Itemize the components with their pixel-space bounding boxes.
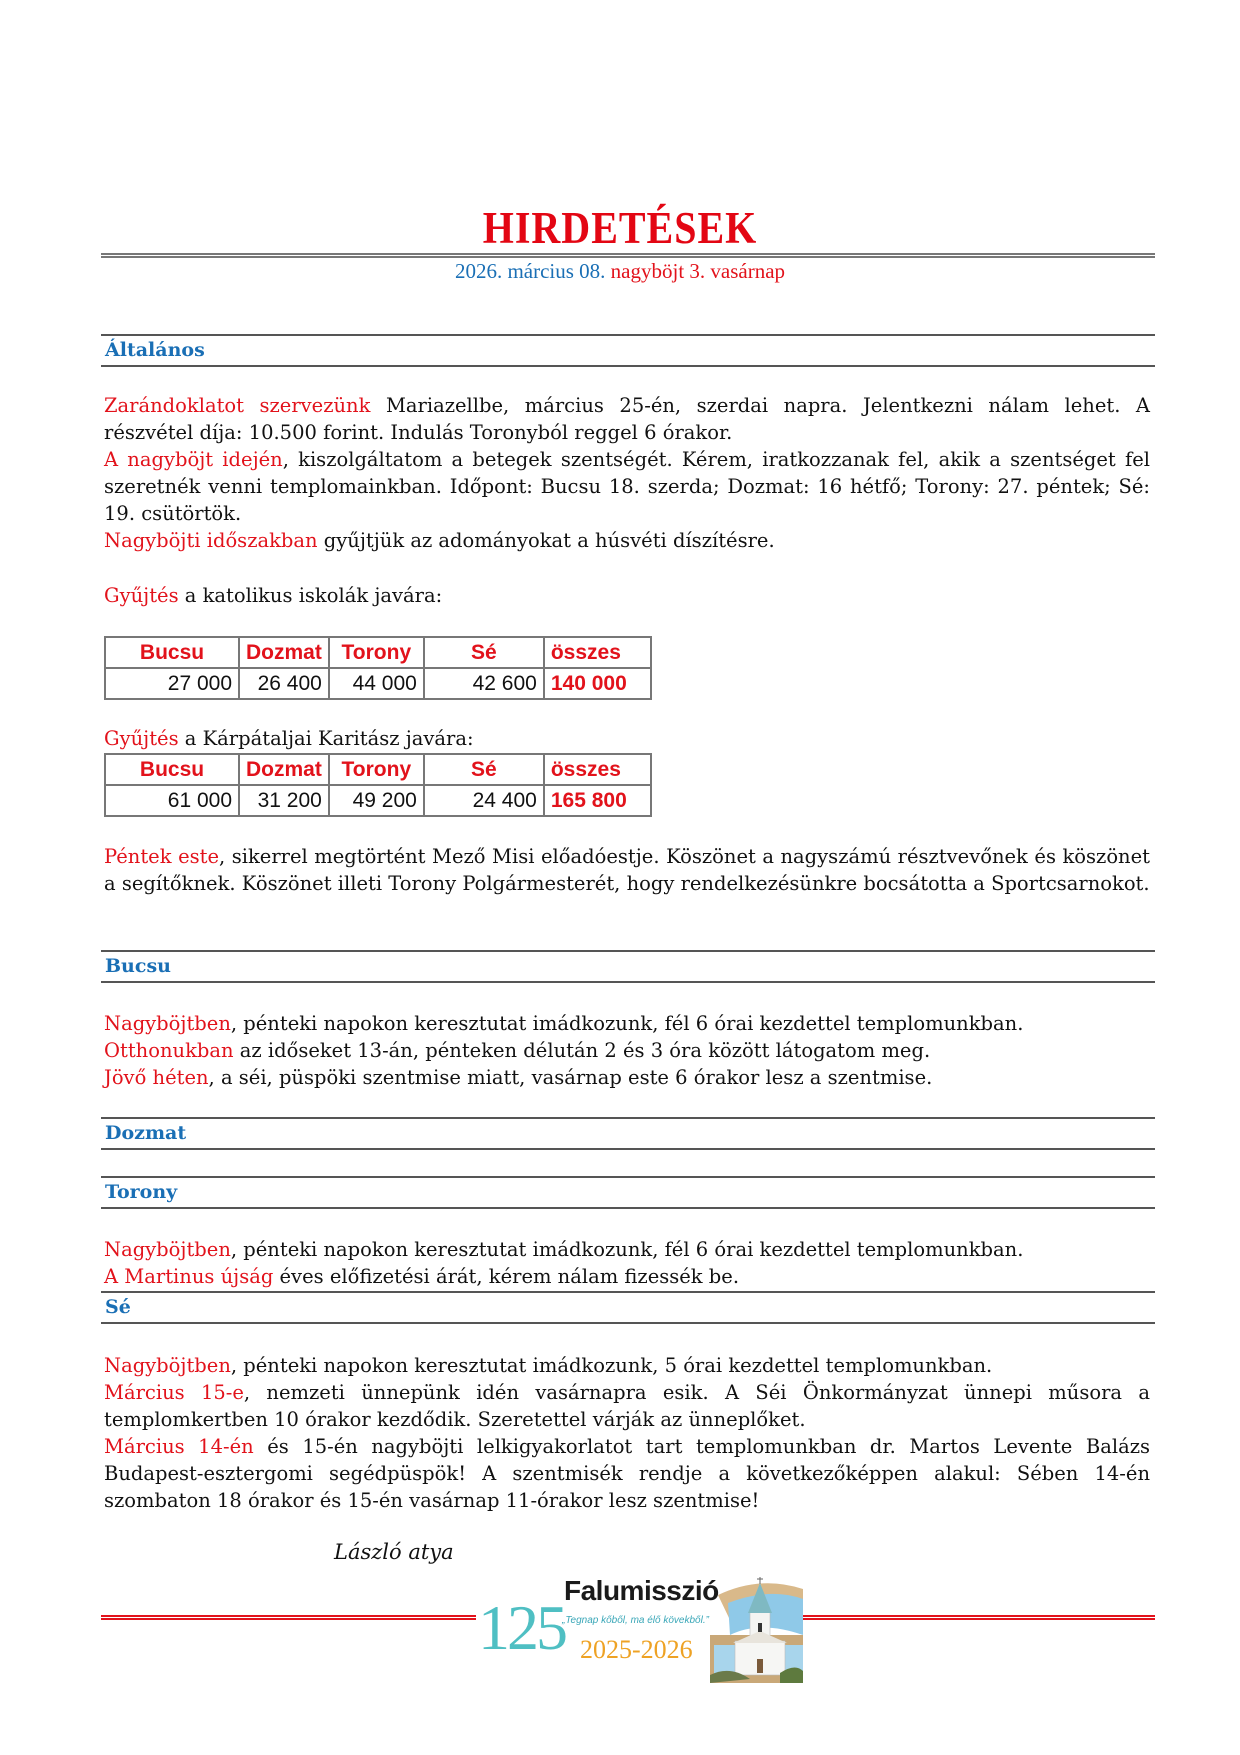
paragraph: Otthonukban az időseket 13-án, pénteken délután 2 és 3 óra között látogatom meg. bbox=[104, 1039, 931, 1062]
table-cell: 42 600 bbox=[424, 668, 544, 699]
table-cell: 44 000 bbox=[329, 668, 424, 699]
logo-tagline: „Tegnap kőből, ma élő kövekből.” bbox=[562, 1615, 709, 1626]
table-cell: 31 200 bbox=[239, 785, 329, 816]
signature: László atya bbox=[334, 1540, 454, 1564]
footer-rule-left bbox=[101, 1615, 476, 1620]
page-title: HIRDETÉSEK bbox=[482, 201, 758, 254]
se-paragraphs bbox=[104, 1352, 1150, 1514]
table-header-row bbox=[105, 754, 651, 785]
logo-anniversary-number: 125 bbox=[478, 1592, 565, 1663]
table-header: Bucsu bbox=[105, 754, 239, 785]
section-heading-torony bbox=[101, 1176, 1155, 1209]
paragraph: Március 14-én és 15-én nagyböjti lelkigyakorlatot tart templomunkban dr. Martos Levente Balázs Budapest-esztergomi segédpüspök! A szentmisék rendje a következőképpen alakul: Sében 14-én szombaton 18 órakor és 15-én vasárnap 11-órakor lesz szentmise! bbox=[104, 1435, 1150, 1512]
church-icon bbox=[700, 1575, 803, 1683]
table-header: összes bbox=[544, 637, 651, 668]
torony-paragraphs bbox=[104, 1236, 1150, 1290]
section-title: Dozmat bbox=[105, 1122, 187, 1144]
table-header: Sé bbox=[424, 637, 544, 668]
table-row bbox=[105, 785, 651, 816]
paragraph-easter-donations: Nagyböjti időszakban gyűjtjük az adományokat a húsvéti díszítésre. bbox=[104, 529, 775, 552]
table-cell: 26 400 bbox=[239, 668, 329, 699]
table-row bbox=[105, 668, 651, 699]
table-header: Bucsu bbox=[105, 637, 239, 668]
table-cell-total: 140 000 bbox=[544, 668, 651, 699]
table-header: Torony bbox=[329, 754, 424, 785]
liturgical-occasion: nagyböjt 3. vasárnap bbox=[610, 259, 786, 283]
table-header: Dozmat bbox=[239, 754, 329, 785]
paragraph: Március 15-e, nemzeti ünnepünk idén vasárnapra esik. A Séi Önkormányzat ünnepi műsora a templomkertben 10 órakor kezdődik. Szeretettel várják az ünneplőket. bbox=[104, 1381, 1150, 1431]
paragraph: Nagyböjtben, pénteki napokon keresztutat imádkozunk, fél 6 órai kezdettel templomunkban. bbox=[104, 1012, 1024, 1035]
paragraph: Nagyböjtben, pénteki napokon keresztutat imádkozunk, fél 6 órai kezdettel templomunkban. bbox=[104, 1238, 1024, 1261]
table-header: összes bbox=[544, 754, 651, 785]
collection-table-schools bbox=[104, 636, 652, 700]
section-title: Sé bbox=[105, 1296, 131, 1318]
date: 2026. március 08. bbox=[454, 259, 606, 283]
logo-name: Falumisszió bbox=[564, 1575, 719, 1606]
paragraph-pilgrimage: Zarándoklatot szervezünk Mariazellbe, március 25-én, szerdai napra. Jelentkezni nálam lehet. A részvétel díja: 10.500 forint. Indulás Toronyból reggel 6 órakor. bbox=[104, 394, 1150, 444]
falumisszio-logo bbox=[478, 1575, 803, 1683]
section-heading-se bbox=[101, 1291, 1155, 1324]
title-divider bbox=[101, 253, 1155, 258]
paragraph-sick-anointing: A nagyböjt idején, kiszolgáltatom a betegek szentségét. Kérem, iratkozzanak fel, akik a szentséget fel szeretnék venni templomainkban. Időpont: Bucsu 18. szerda; Dozmat: 16 hétfő; Torony: 27. péntek; Sé: 19. csütörtök. bbox=[104, 448, 1150, 525]
altalanos-paragraphs bbox=[104, 392, 1150, 554]
logo-years: 2025-2026 bbox=[580, 1635, 693, 1664]
section-title: Általános bbox=[105, 339, 205, 361]
table-cell: 24 400 bbox=[424, 785, 544, 816]
paragraph-evening-event: Péntek este, sikerrel megtörtént Mező Misi előadóestje. Köszönet a nagyszámú résztvevőnek és köszönet a segítőknek. Köszönet illeti Torony Polgármesterét, hogy rendelkezésünkre bocsátotta a Sportcsarnokot. bbox=[104, 845, 1150, 895]
paragraph: A Martinus újság éves előfizetési árát, kérem nálam fizessék be. bbox=[104, 1265, 740, 1288]
table-cell: 61 000 bbox=[105, 785, 239, 816]
paragraph: Jövő héten, a séi, püspöki szentmise miatt, vasárnap este 6 órakor lesz a szentmise. bbox=[104, 1066, 933, 1089]
section-heading-dozmat bbox=[101, 1117, 1155, 1150]
paragraph: Nagyböjtben, pénteki napokon keresztutat imádkozunk, 5 órai kezdettel templomunkban. bbox=[104, 1354, 993, 1377]
collection-karitasz-label: Gyűjtés a Kárpátaljai Karitász javára: bbox=[104, 727, 474, 750]
section-title: Bucsu bbox=[105, 955, 171, 977]
table-cell: 27 000 bbox=[105, 668, 239, 699]
collection-table-karitasz bbox=[104, 753, 652, 817]
table-cell: 49 200 bbox=[329, 785, 424, 816]
date-line bbox=[0, 259, 1240, 284]
table-header: Sé bbox=[424, 754, 544, 785]
section-heading-altalanos bbox=[101, 334, 1155, 367]
section-title: Torony bbox=[105, 1181, 178, 1203]
table-cell-total: 165 800 bbox=[544, 785, 651, 816]
footer-rule-right bbox=[800, 1615, 1155, 1620]
collection-schools-label: Gyűjtés a katolikus iskolák javára: bbox=[104, 584, 443, 607]
table-header-row bbox=[105, 637, 651, 668]
bucsu-paragraphs bbox=[104, 1010, 1150, 1091]
table-header: Dozmat bbox=[239, 637, 329, 668]
table-header: Torony bbox=[329, 637, 424, 668]
section-heading-bucsu bbox=[101, 950, 1155, 983]
